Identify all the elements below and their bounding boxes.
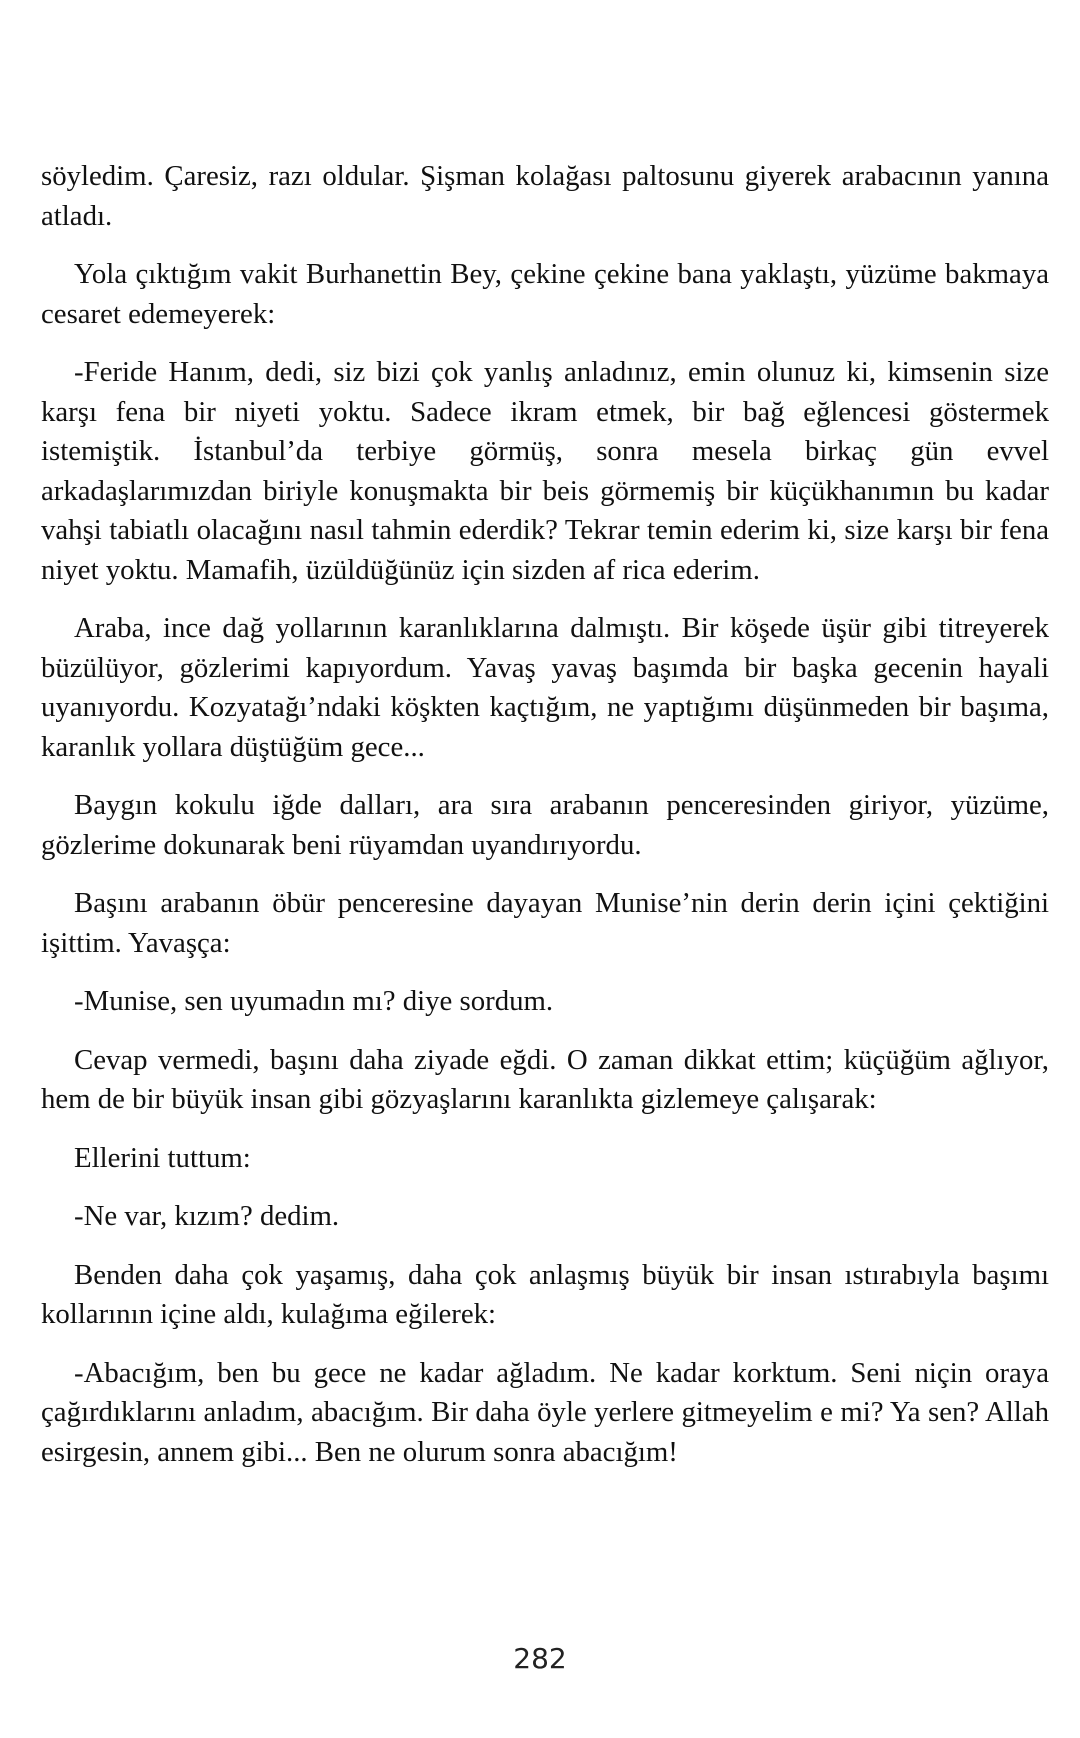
page-number: 282 [513,1642,567,1675]
paragraph: -Munise, sen uyumadın mı? diye sordum. [74,985,554,1017]
paragraph: Benden daha çok yaşamış, daha çok anlaşmış büyük bir insan ıstırabıyla başımı kollarının içine aldı, kulağıma eğilerek: [41,1258,1049,1330]
paragraph: Araba, ince dağ yollarının karanlıklarına dalmıştı. Bir köşede üşür gibi titreyerek büzülüyor, gözlerimi kapıyordum. Yavaş yavaş başımda bir başka gecenin hayali uyanıyordu. Kozyatağı’ndaki köşkten kaçtığım, ne yaptığımı düşünmeden bir başıma, karanlık yollara düştüğüm gece... [41,612,1049,763]
paragraph: -Abacığım, ben bu gece ne kadar ağladım. Ne kadar korktum. Seni niçin oraya çağırdıklarını anladım, abacığım. Bir daha öyle yerlere gitmeyelim e mi? Ya sen? Allah esirgesin, annem gibi... Ben ne olurum sonra abacığım! [41,1356,1049,1468]
paragraph: Baygın kokulu iğde dalları, ara sıra arabanın penceresinden giriyor, yüzüme, gözlerime dokunarak beni rüyamdan uyandırıyordu. [41,789,1049,861]
paragraph: Başını arabanın öbür penceresine dayayan Munise’nin derin derin içini çektiğini işittim. Yavaşça: [41,887,1049,959]
paragraph: -Feride Hanım, dedi, siz bizi çok yanlış anladınız, emin olunuz ki, kimsenin size karşı fena bir niyeti yoktu. Sadece ikram etmek, bir bağ eğlencesi göstermek istemiştik. İstanbul’da terbiye görmüş, sonra mesela birkaç gün evvel arkadaşlarımızdan biriyle konuşmakta bir beis görmemiş bir küçükhanımın bu kadar vahşi tabiatlı olacağını nasıl tahmin ederdik? Tekrar temin ederim ki, size karşı bir fena niyet yoktu. Mamafih, üzüldüğünüz için sizden af rica ederim. [41,356,1049,586]
paragraph: Cevap vermedi, başını daha ziyade eğdi. O zaman dikkat ettim; küçüğüm ağlıyor, hem de bir büyük insan gibi gözyaşlarını karanlıkta gizlemeye çalışarak: [41,1043,1049,1115]
paragraph: Ellerini tuttum: [74,1141,251,1174]
page-body-text [41,157,1049,1491]
paragraph: -Ne var, kızım? dedim. [74,1200,340,1232]
paragraph: Yola çıktığım vakit Burhanettin Bey, çekine çekine bana yaklaştı, yüzüme bakmaya cesaret edemeyerek: [41,258,1049,330]
paragraph: söyledim. Çaresiz, razı oldular. Şişman kolağası paltosunu giyerek arabacının yanına atladı. [41,160,1049,232]
